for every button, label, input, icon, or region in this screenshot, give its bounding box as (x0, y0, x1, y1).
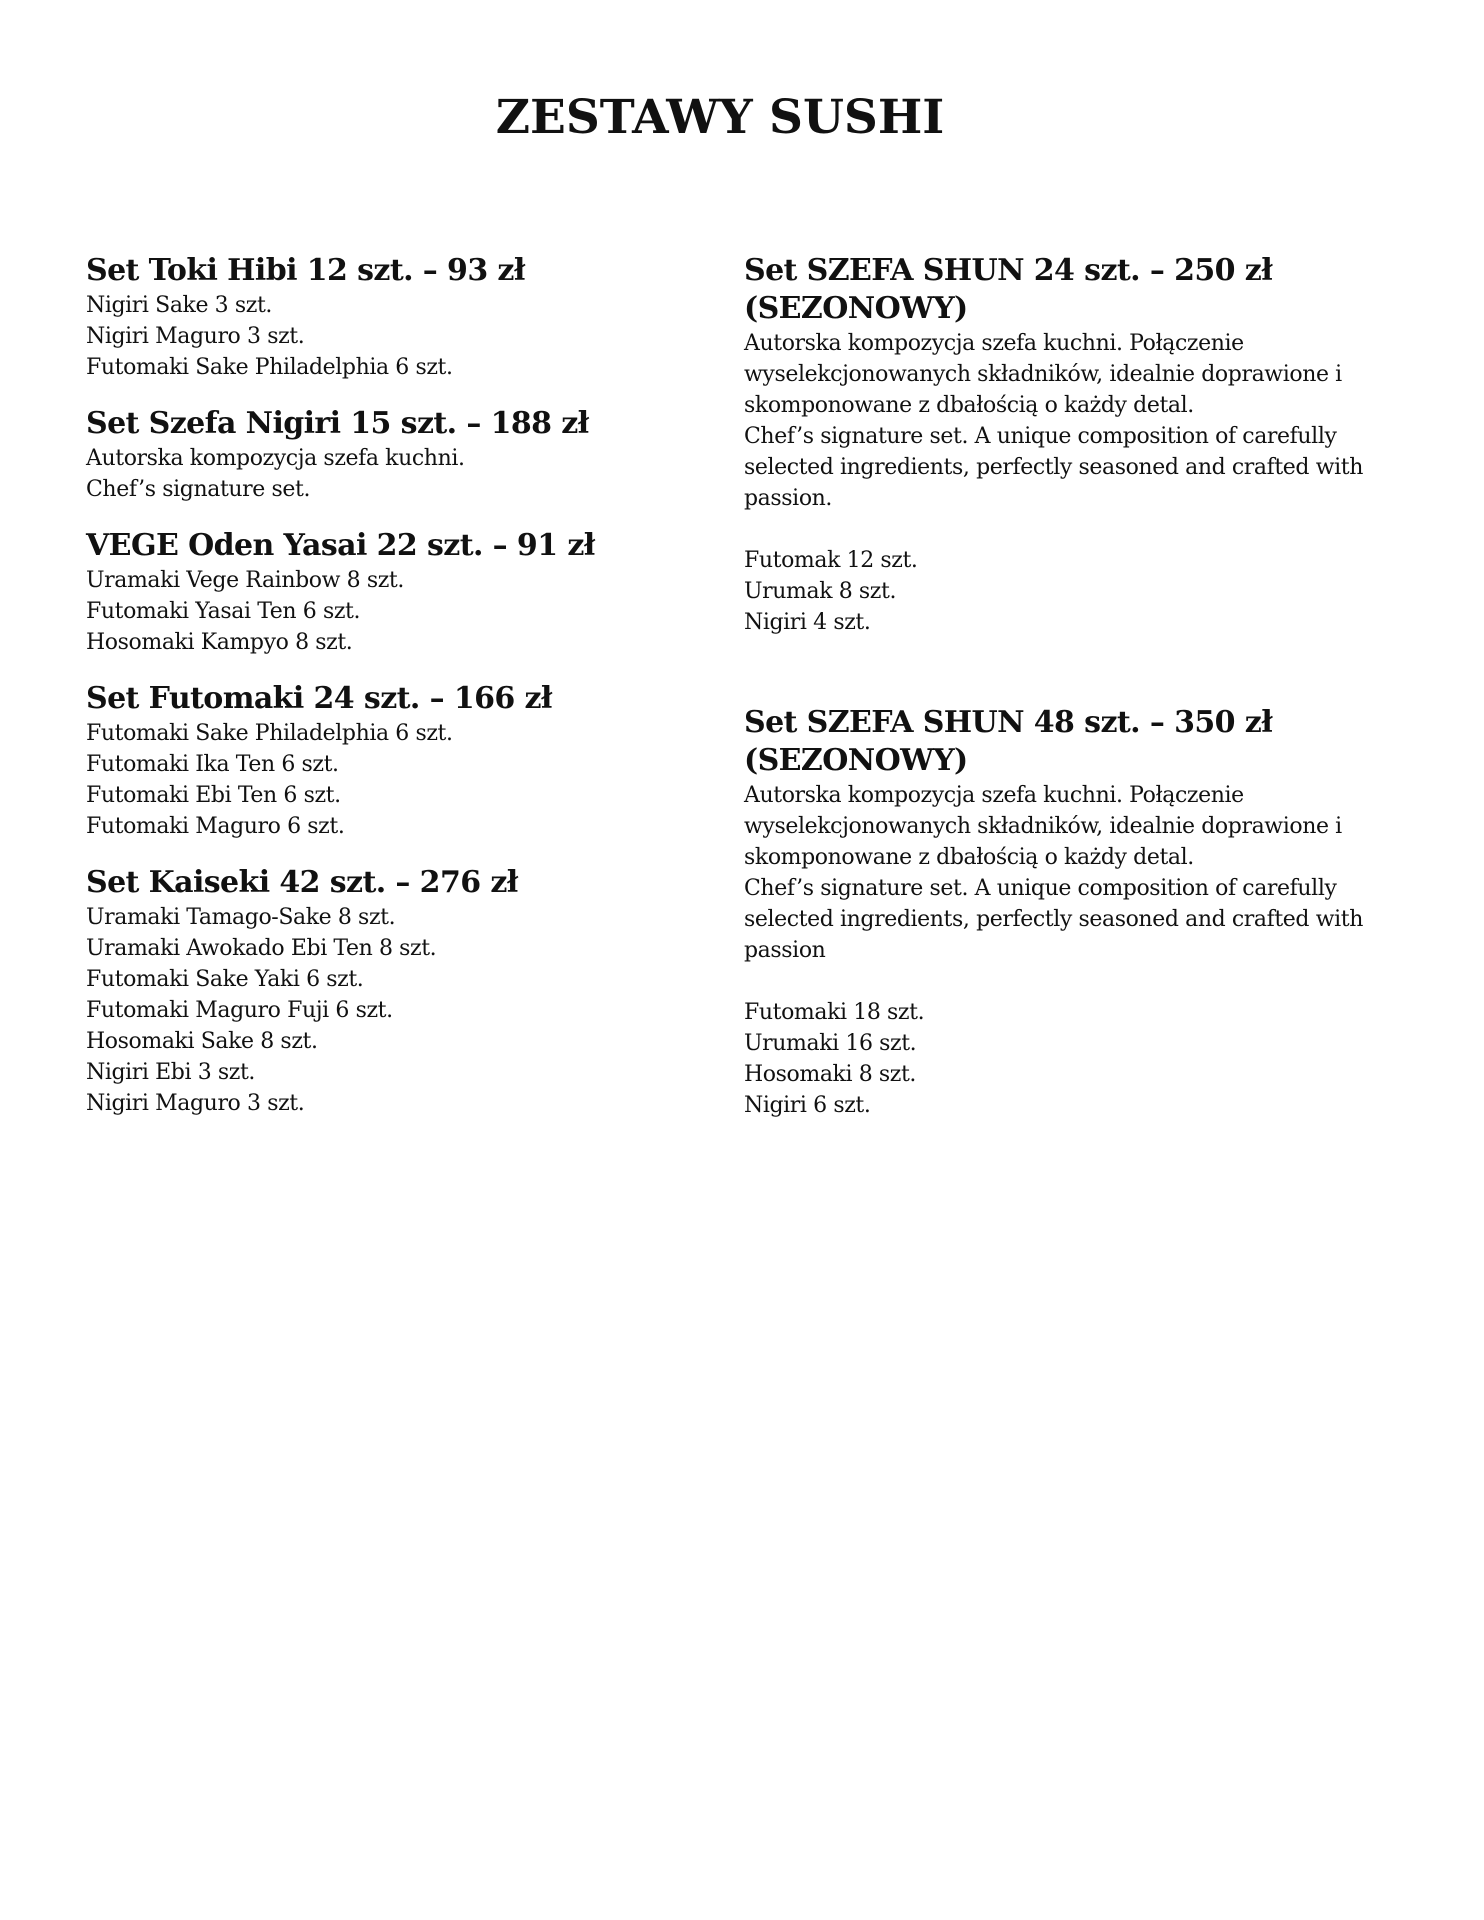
set-description: passion (744, 938, 826, 963)
right-column (744, 252, 1414, 1187)
set-description: wyselekcjonowanych składników, idealnie doprawione i (744, 362, 1342, 387)
set-line: Nigiri 4 szt. (744, 610, 871, 635)
set-items (744, 545, 1414, 638)
set-line: Futomaki Sake Philadelphia 6 szt. (86, 721, 453, 746)
set-line: Autorska kompozycja szefa kuchni. (86, 446, 465, 471)
set-line: Nigiri Maguro 3 szt. (86, 1091, 305, 1116)
set-line: Futomaki Sake Yaki 6 szt. (86, 967, 364, 992)
set-line: Uramaki Awokado Ebi Ten 8 szt. (86, 936, 437, 961)
set-title: VEGE Oden Yasai 22 szt. – 91 zł (86, 528, 595, 563)
set-line: Nigiri Ebi 3 szt. (86, 1060, 256, 1085)
set-line: Urumaki 16 szt. (744, 1031, 917, 1056)
set-description: passion. (744, 486, 833, 511)
set-szefa-shun-48 (744, 704, 1414, 1121)
set-description: skomponowane z dbałością o każdy detal. (744, 845, 1194, 870)
set-szefa-shun-24 (744, 252, 1414, 638)
set-szefa-nigiri (86, 405, 706, 505)
set-line: Futomaki 18 szt. (744, 1000, 925, 1025)
set-line: Uramaki Vege Rainbow 8 szt. (86, 568, 404, 593)
set-title: Set SZEFA SHUN 24 szt. – 250 zł (744, 253, 1273, 288)
set-line: Futomaki Maguro 6 szt. (86, 814, 345, 839)
set-title: Set SZEFA SHUN 48 szt. – 350 zł (744, 705, 1273, 740)
set-line: Futomaki Yasai Ten 6 szt. (86, 599, 361, 624)
set-line: Futomak 12 szt. (744, 548, 918, 573)
set-line: Urumak 8 szt. (744, 579, 897, 604)
set-items (744, 997, 1414, 1121)
set-line: Hosomaki Kampyo 8 szt. (86, 630, 353, 655)
set-line: Nigiri Maguro 3 szt. (86, 324, 305, 349)
set-description: Autorska kompozycja szefa kuchni. Połączenie (744, 331, 1244, 356)
page-title: ZESTAWY SUSHI (495, 90, 945, 145)
set-description: Chef’s signature set. A unique composition of carefully (744, 424, 1337, 449)
set-line: Hosomaki Sake 8 szt. (86, 1029, 318, 1054)
set-title: Set Toki Hibi 12 szt. – 93 zł (86, 253, 525, 288)
set-title: Set Futomaki 24 szt. – 166 zł (86, 681, 552, 716)
set-line: Futomaki Maguro Fuji 6 szt. (86, 998, 393, 1023)
set-line: Uramaki Tamago-Sake 8 szt. (86, 905, 396, 930)
set-futomaki (86, 680, 706, 842)
set-line: Hosomaki 8 szt. (744, 1062, 917, 1087)
set-line: Nigiri 6 szt. (744, 1093, 871, 1118)
set-description: selected ingredients, perfectly seasoned and crafted with (744, 455, 1363, 480)
set-line: Chef’s signature set. (86, 477, 311, 502)
set-line: Nigiri Sake 3 szt. (86, 293, 272, 318)
set-kaiseki (86, 864, 706, 1119)
set-title-seasonal: (SEZONOWY) (744, 743, 968, 778)
set-line: Futomaki Ika Ten 6 szt. (86, 752, 339, 777)
set-description: wyselekcjonowanych składników, idealnie doprawione i (744, 814, 1342, 839)
set-description: Chef’s signature set. A unique composition of carefully (744, 876, 1337, 901)
set-line: Futomaki Sake Philadelphia 6 szt. (86, 355, 453, 380)
set-description: selected ingredients, perfectly seasoned and crafted with (744, 907, 1363, 932)
set-description: skomponowane z dbałością o każdy detal. (744, 393, 1194, 418)
left-column (86, 252, 706, 1141)
set-line: Futomaki Ebi Ten 6 szt. (86, 783, 341, 808)
set-title: Set Szefa Nigiri 15 szt. – 188 zł (86, 406, 589, 441)
set-toki-hibi (86, 252, 706, 383)
set-vege-oden-yasai (86, 527, 706, 658)
set-title-seasonal: (SEZONOWY) (744, 291, 968, 326)
set-description: Autorska kompozycja szefa kuchni. Połączenie (744, 783, 1244, 808)
set-title: Set Kaiseki 42 szt. – 276 zł (86, 865, 518, 900)
